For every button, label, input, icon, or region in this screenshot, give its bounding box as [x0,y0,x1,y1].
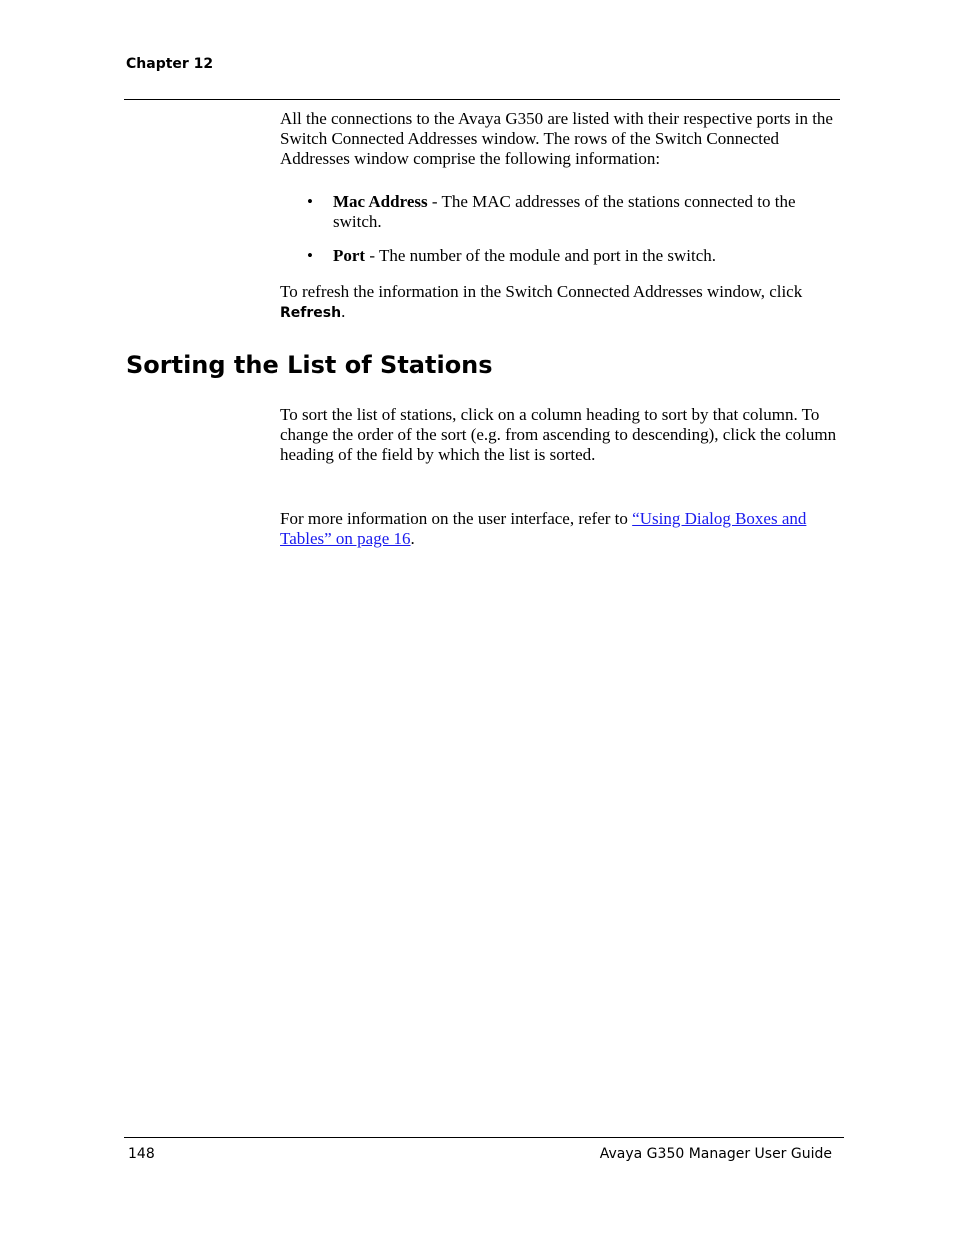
bullet-icon: • [307,192,313,211]
document-title: Avaya G350 Manager User Guide [599,1146,832,1162]
list-item-mac-address [280,192,844,232]
refresh-text: To refresh the information in the Switch Connected Addresses window, click [280,282,803,301]
dialog-boxes-link[interactable]: “Using Dialog Boxes and Tables” on page 16 [280,509,807,548]
refresh-period: . [341,302,346,321]
refresh-label: Refresh [280,305,342,321]
term-port: Port [333,246,366,265]
desc-port: - The number of the module and port in the switch. [365,246,717,265]
header-rule [124,99,840,100]
desc-mac-address: - The MAC addresses of the stations connected to the switch. [333,192,796,231]
refresh-paragraph [280,282,844,323]
chapter-label: Chapter 12 [126,56,214,72]
more-info-period: . [410,529,415,548]
section-heading: Sorting the List of Stations [126,351,493,379]
footer-rule [124,1137,844,1138]
sort-paragraph: To sort the list of stations, click on a column heading to sort by that column. To change the order of the sort (e.g. from ascending to descending), click the column heading of the field by which the list is sorted. [280,405,837,464]
bullet-icon: • [307,246,313,265]
page-number: 148 [128,1146,155,1162]
more-info-text: For more information on the user interface, refer to [280,509,633,528]
term-mac-address: Mac Address [333,192,428,211]
info-list [280,192,844,280]
intro-paragraph: All the connections to the Avaya G350 are listed with their respective ports in the Switch Connected Addresses window. The rows of the Switch Connected Addresses window comprise the following information: [280,109,833,168]
more-info-paragraph [280,509,844,549]
list-item-port [280,246,844,266]
